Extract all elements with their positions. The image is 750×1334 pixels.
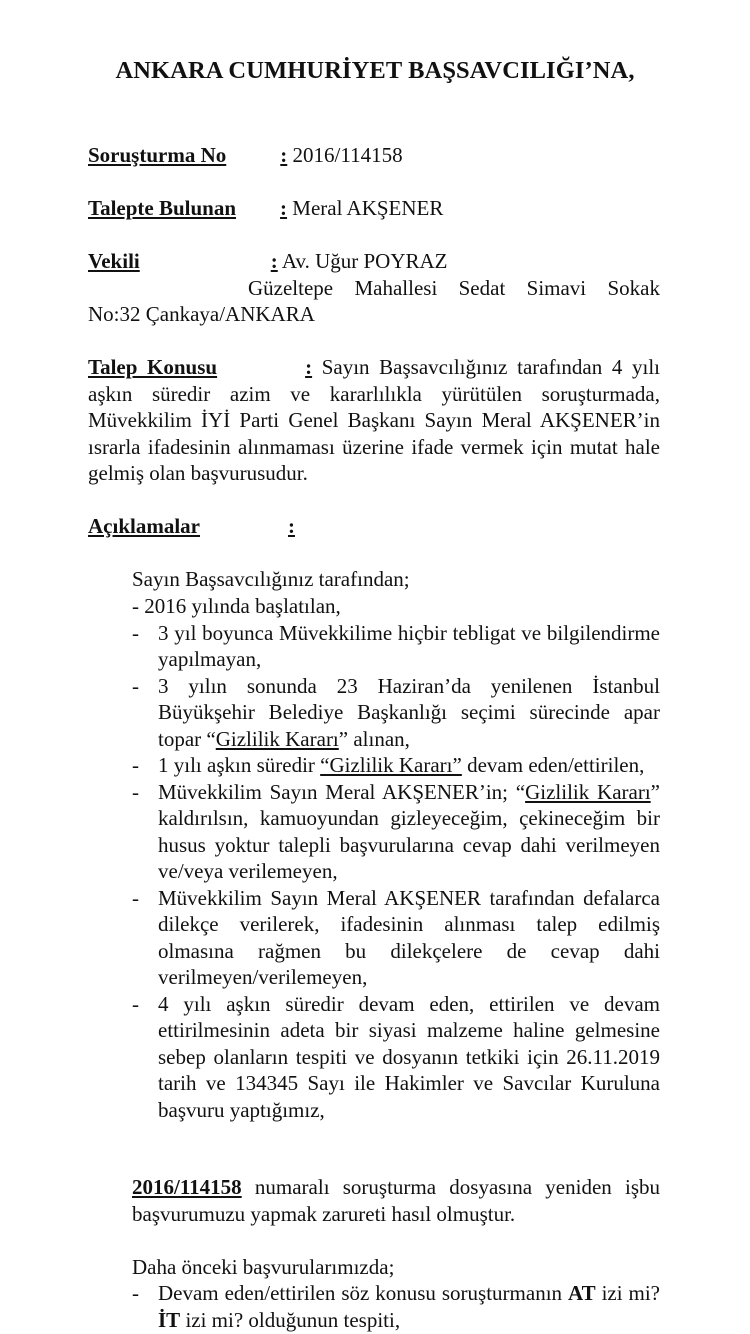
- case-number-value: 2016/114158: [287, 143, 403, 167]
- list-item-text: 1 yılı aşkın süredir: [158, 753, 321, 777]
- list-dash: -: [132, 673, 139, 698]
- list-item-text: 3 yılın sonunda 23 Haziran’da yenilenen İstanbul Büyükşehir Belediye Başkanlığı seçimi sürecinde apar topar “: [158, 673, 660, 751]
- list-item-text: Devam eden/ettirilen söz konusu soruşturmanın: [158, 1281, 568, 1305]
- explanations-heading: [88, 513, 660, 540]
- underlined-phrase: Gizlilik Kararı: [215, 726, 339, 751]
- list-dash: -: [132, 753, 139, 777]
- attorney-row: [88, 248, 660, 328]
- applicant-label: Talepte Bulunan: [88, 196, 237, 220]
- request-subject: [88, 354, 660, 487]
- list-item-text: Müvekkilim Sayın Meral AKŞENER’in; “: [158, 779, 526, 804]
- applicant-row: [88, 195, 660, 222]
- list-item-text: 2016 yılında başlatılan,: [144, 594, 341, 618]
- list-item: [132, 593, 660, 620]
- list-dash: -: [132, 991, 139, 1016]
- conclusion-text: numaralı soruşturma dosyasına yeniden işbu başvurumuzu yapmak zarureti hasıl olmuştur.: [132, 1175, 660, 1226]
- list-dash: -: [132, 779, 139, 804]
- explanations-intro: Sayın Başsavcılığınız tarafından;: [132, 567, 410, 591]
- request-subject-label: Talep Konusu: [88, 355, 218, 379]
- attorney-value: Av. Uğur POYRAZ: [277, 249, 448, 273]
- previous-list: [132, 1280, 660, 1333]
- list-item: [132, 673, 660, 753]
- list-item-text: ” kaldırılsın, kamuoyundan gizleyeceğim, çekineceğim bir husus yoktur talepli başvurularına cevap dahi verilmeyen ve/veya verilemeyen,: [158, 779, 660, 883]
- bold-at: AT: [568, 1281, 596, 1305]
- request-subject-colon: :: [305, 355, 313, 379]
- case-number-row: [88, 142, 660, 169]
- attorney-label: Vekili: [88, 249, 140, 273]
- attorney-address-line1: Güzeltepe Mahallesi Sedat Simavi Sokak: [248, 275, 660, 300]
- list-item: [132, 885, 660, 991]
- list-dash: -: [132, 594, 139, 618]
- applicant-colon: :: [280, 196, 288, 220]
- list-item: [132, 752, 660, 779]
- list-dash: -: [132, 885, 139, 910]
- list-item-text: 4 yılı aşkın süredir devam eden, ettirilen ve devam ettirilmesinin adeta bir siyasi malzeme haline gelmesine sebep olanların tespiti ve dosyanın tetkiki için 26.11.2019 tarih ve 134345 Sayı ile Hakimler ve Savcılar Kuruluna başvuru yaptığımız,: [158, 991, 660, 1122]
- bold-it: İT: [158, 1307, 181, 1332]
- explanations-colon: :: [287, 514, 295, 538]
- list-item: [132, 1280, 660, 1333]
- explanations-list: [132, 593, 660, 1123]
- applicant-value: Meral AKŞENER: [287, 196, 444, 220]
- explanations-label: Açıklamalar: [88, 514, 200, 538]
- case-number-colon: :: [280, 143, 288, 167]
- list-item-text: izi mi?: [595, 1281, 661, 1305]
- list-item-text: ” alınan,: [338, 726, 410, 751]
- request-subject-text: yılı aşkın süredir azim ve kararlılıkla yürütülen soruşturmada, Müvekkilim İYİ Parti Genel Başkanı Sayın Meral AKŞENER’in ısrarla ifadesinin alınmaması üzerine ifade vermek için mutat hale gelmiş olan başvurusudur.: [88, 355, 660, 485]
- list-dash: -: [132, 1281, 139, 1305]
- attorney-address-line2: No:32 Çankaya/ANKARA: [88, 302, 315, 326]
- conclusion-paragraph: [132, 1174, 660, 1227]
- request-subject-first: Sayın Başsavcılığınız tarafından 4: [312, 355, 623, 379]
- list-item: [132, 779, 660, 885]
- attorney-colon: :: [270, 249, 278, 273]
- underlined-phrase: “Gizlilik Kararı”: [320, 753, 462, 777]
- list-item: [132, 620, 660, 673]
- list-item-text: izi mi? olduğunun tespiti,: [180, 1307, 401, 1332]
- document-title: ANKARA CUMHURİYET BAŞSAVCILIĞI’NA,: [115, 57, 635, 84]
- previous-intro: Daha önceki başvurularımızda;: [132, 1255, 395, 1279]
- conclusion-case-number: 2016/114158: [132, 1175, 242, 1199]
- list-dash: -: [132, 620, 139, 645]
- list-item-text: 3 yıl boyunca Müvekkilime hiçbir tebligat ve bilgilendirme yapılmayan,: [158, 620, 660, 671]
- underlined-phrase: Gizlilik Kararı: [525, 779, 651, 804]
- case-number-label: Soruşturma No: [88, 143, 227, 167]
- list-item-text: devam eden/ettirilen,: [461, 753, 645, 777]
- list-item-text: Müvekkilim Sayın Meral AKŞENER tarafından defalarca dilekçe verilerek, ifadesinin alınması talep edilmiş olmasına rağmen bu dilekçelere de cevap dahi verilmeyen/verilemeyen,: [158, 885, 660, 989]
- list-item: [132, 991, 660, 1124]
